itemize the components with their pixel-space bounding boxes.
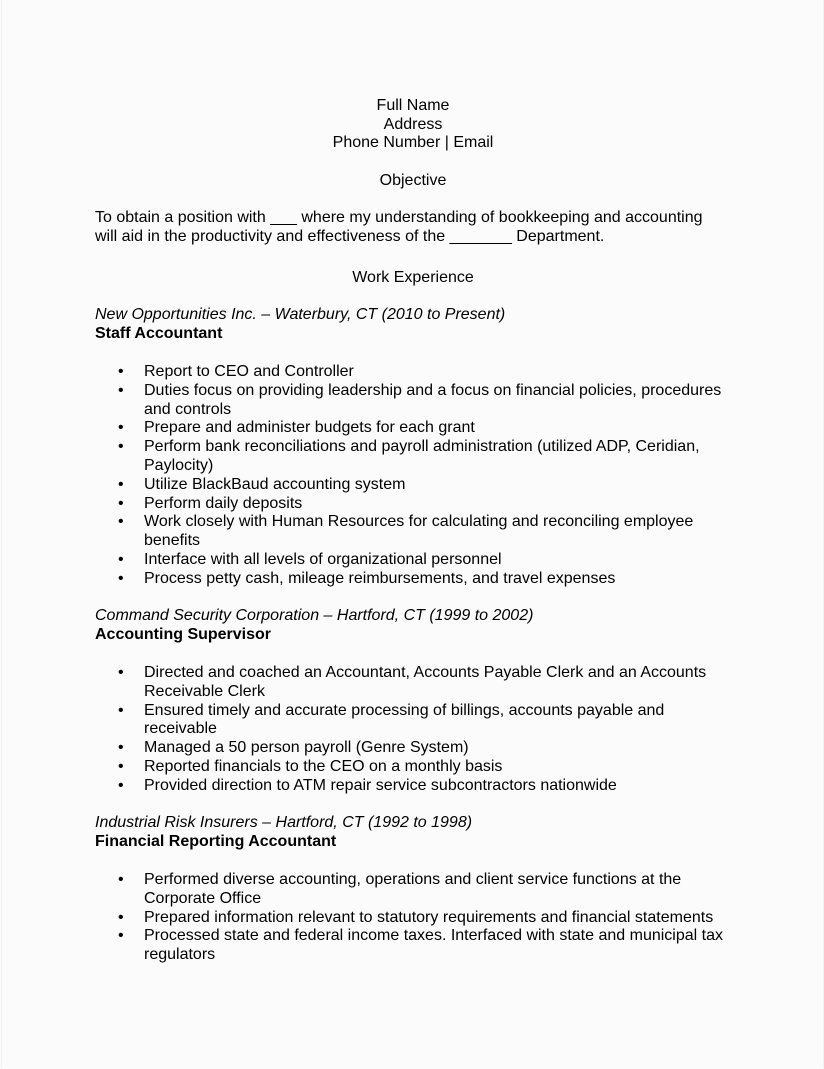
job-company: New Opportunities Inc. – Waterbury, CT (2010 to Present)	[95, 306, 506, 323]
list-item: • Process petty cash, mileage reimbursements, and travel expenses	[95, 570, 729, 589]
list-item: • Duties focus on providing leadership and a focus on financial policies, procedures and controls	[95, 382, 729, 420]
list-item: • Ensured timely and accurate processing of billings, accounts payable and receivable	[95, 702, 729, 740]
address: Address	[383, 116, 443, 133]
list-item: • Interface with all levels of organizational personnel	[95, 551, 729, 570]
list-item: • Report to CEO and Controller	[95, 363, 729, 382]
list-item: • Prepared information relevant to statutory requirements and financial statements	[95, 909, 729, 928]
full-name: Full Name	[376, 97, 450, 114]
list-item: • Utilize BlackBaud accounting system	[95, 476, 729, 495]
job-bullets	[95, 363, 735, 589]
list-item: • Prepare and administer budgets for each grant	[95, 419, 729, 438]
list-item: • Reported financials to the CEO on a monthly basis	[95, 758, 729, 777]
list-item: • Work closely with Human Resources for calculating and reconciling employee benefits	[95, 513, 729, 551]
work-experience-heading: Work Experience	[352, 269, 474, 286]
job-title: Staff Accountant	[95, 325, 223, 342]
list-item: • Perform daily deposits	[95, 495, 729, 514]
list-item: • Perform bank reconciliations and payroll administration (utilized ADP, Ceridian, Paylocity)	[95, 438, 729, 476]
objective-text: To obtain a position with ___ where my understanding of bookkeeping and accounting will aid in the productivity and effectiveness of the _______ Department.	[95, 209, 703, 245]
list-item: • Directed and coached an Accountant, Accounts Payable Clerk and an Accounts Receivable Clerk	[95, 664, 729, 702]
list-item: • Performed diverse accounting, operations and client service functions at the Corporate Office	[95, 871, 729, 909]
list-item: • Provided direction to ATM repair service subcontractors nationwide	[95, 777, 729, 796]
list-item: • Managed a 50 person payroll (Genre System)	[95, 739, 729, 758]
job-bullets	[95, 871, 735, 965]
resume-page	[1, 0, 824, 1068]
contact-line: Phone Number | Email	[332, 134, 494, 151]
list-item: • Processed state and federal income taxes. Interfaced with state and municipal tax regulators	[95, 927, 729, 965]
job-title: Accounting Supervisor	[95, 626, 272, 643]
objective-heading: Objective	[379, 172, 447, 189]
job-company: Command Security Corporation – Hartford, CT (1999 to 2002)	[95, 607, 534, 624]
job-title: Financial Reporting Accountant	[95, 833, 337, 850]
job-bullets	[95, 664, 735, 796]
job-company: Industrial Risk Insurers – Hartford, CT (1992 to 1998)	[95, 814, 473, 831]
